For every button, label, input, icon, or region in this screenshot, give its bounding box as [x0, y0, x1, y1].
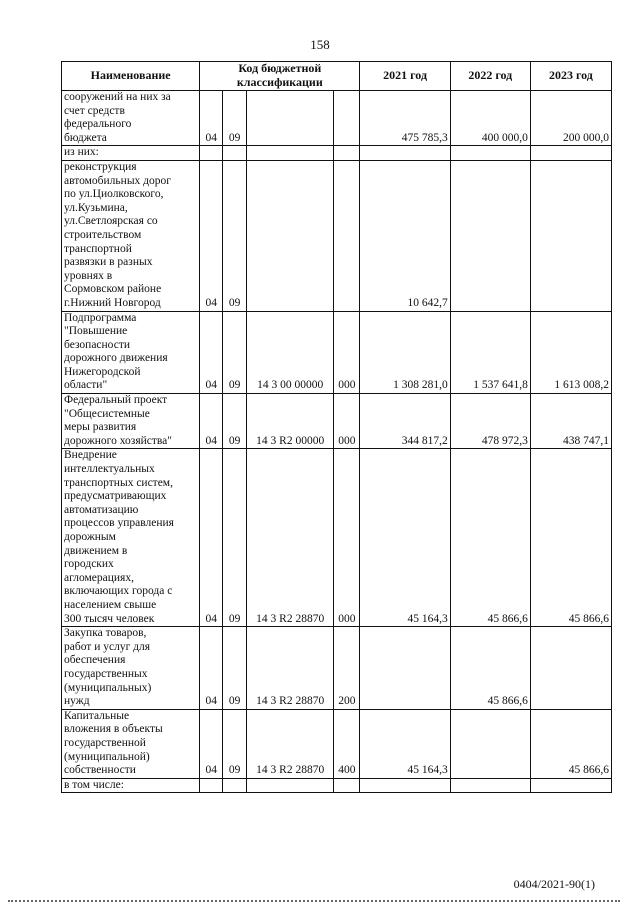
row-value-2021: 10 642,7: [360, 160, 450, 311]
row-expense-type: 400: [334, 709, 360, 778]
row-target-code: 14 3 R2 00000: [247, 394, 334, 449]
row-value-2021: 475 785,3: [360, 91, 450, 146]
row-value-2023: [530, 778, 611, 793]
row-value-2022: 478 972,3: [450, 394, 530, 449]
row-subsection: 09: [223, 91, 247, 146]
row-value-2022: 400 000,0: [450, 91, 530, 146]
page-number: 158: [310, 37, 330, 52]
budget-table: [61, 61, 612, 793]
row-name: Федеральный проект "Общесистемные меры развития дорожного хозяйства": [62, 394, 200, 449]
row-target-code: [247, 146, 334, 161]
row-value-2023: 438 747,1: [530, 394, 611, 449]
table-header-row: [62, 62, 612, 91]
row-name: Капитальные вложения в объекты государственной (муниципальной) собственности: [62, 709, 200, 778]
row-target-code: [247, 91, 334, 146]
row-value-2023: [530, 146, 611, 161]
row-expense-type: [334, 778, 360, 793]
table-row: [62, 627, 612, 710]
row-value-2021: 45 164,3: [360, 709, 450, 778]
row-value-2023: 45 866,6: [530, 709, 611, 778]
row-value-2021: 344 817,2: [360, 394, 450, 449]
row-name: в том числе:: [62, 778, 200, 793]
table-row: [62, 91, 612, 146]
row-section: [200, 778, 223, 793]
row-section: 04: [200, 449, 223, 627]
table-row: [62, 709, 612, 778]
row-value-2021: [360, 146, 450, 161]
row-subsection: 09: [223, 311, 247, 394]
row-expense-type: [334, 146, 360, 161]
row-target-code: 14 3 R2 28870: [247, 627, 334, 710]
row-name: реконструкция автомобильных дорог по ул.Циолковского, ул.Кузьмина, ул.Светлоярская со строительством транспортной развязки в разных уровнях в Сормовском районе г.Нижний Новгород: [62, 160, 200, 311]
row-value-2022: [450, 709, 530, 778]
row-subsection: 09: [223, 449, 247, 627]
row-subsection: [223, 146, 247, 161]
header-name: Наименование: [62, 62, 200, 91]
row-section: 04: [200, 160, 223, 311]
row-target-code: 14 3 00 00000: [247, 311, 334, 394]
document-code: 0404/2021-90(1): [513, 877, 595, 891]
row-expense-type: 000: [334, 394, 360, 449]
row-expense-type: 000: [334, 449, 360, 627]
table-row: [62, 146, 612, 161]
table-row: [62, 160, 612, 311]
row-target-code: [247, 160, 334, 311]
row-section: [200, 146, 223, 161]
row-subsection: [223, 778, 247, 793]
row-section: 04: [200, 311, 223, 394]
table-row: [62, 394, 612, 449]
row-section: 04: [200, 709, 223, 778]
row-value-2022: [450, 778, 530, 793]
row-value-2022: 1 537 641,8: [450, 311, 530, 394]
row-subsection: 09: [223, 627, 247, 710]
row-subsection: 09: [223, 709, 247, 778]
header-2022: 2022 год: [450, 62, 530, 91]
table-row: [62, 778, 612, 793]
row-expense-type: [334, 91, 360, 146]
row-subsection: 09: [223, 160, 247, 311]
scan-edge-divider: [8, 900, 620, 902]
row-value-2021: [360, 627, 450, 710]
header-2021: 2021 год: [360, 62, 450, 91]
row-value-2023: 200 000,0: [530, 91, 611, 146]
row-expense-type: 200: [334, 627, 360, 710]
row-value-2022: [450, 160, 530, 311]
table-row: [62, 449, 612, 627]
row-value-2021: 45 164,3: [360, 449, 450, 627]
row-name: Подпрограмма "Повышение безопасности дорожного движения Нижегородской области": [62, 311, 200, 394]
row-name: сооружений на них за счет средств федерального бюджета: [62, 91, 200, 146]
row-name: из них:: [62, 146, 200, 161]
row-value-2021: 1 308 281,0: [360, 311, 450, 394]
row-value-2023: [530, 160, 611, 311]
header-code: Код бюджетной классификации: [200, 62, 360, 91]
row-target-code: 14 3 R2 28870: [247, 709, 334, 778]
row-value-2023: 45 866,6: [530, 449, 611, 627]
row-value-2023: [530, 627, 611, 710]
row-target-code: 14 3 R2 28870: [247, 449, 334, 627]
row-value-2021: [360, 778, 450, 793]
row-value-2022: 45 866,6: [450, 449, 530, 627]
row-name: Закупка товаров, работ и услуг для обеспечения государственных (муниципальных) нужд: [62, 627, 200, 710]
row-expense-type: [334, 160, 360, 311]
row-section: 04: [200, 91, 223, 146]
row-value-2022: [450, 146, 530, 161]
row-target-code: [247, 778, 334, 793]
row-value-2022: 45 866,6: [450, 627, 530, 710]
row-section: 04: [200, 394, 223, 449]
row-value-2023: 1 613 008,2: [530, 311, 611, 394]
header-2023: 2023 год: [530, 62, 611, 91]
row-name: Внедрение интеллектуальных транспортных систем, предусматривающих автоматизацию процессов управления дорожным движением в городских агломерациях, включающих города с населением свыше 300 тысяч человек: [62, 449, 200, 627]
table-row: [62, 311, 612, 394]
row-subsection: 09: [223, 394, 247, 449]
row-expense-type: 000: [334, 311, 360, 394]
row-section: 04: [200, 627, 223, 710]
